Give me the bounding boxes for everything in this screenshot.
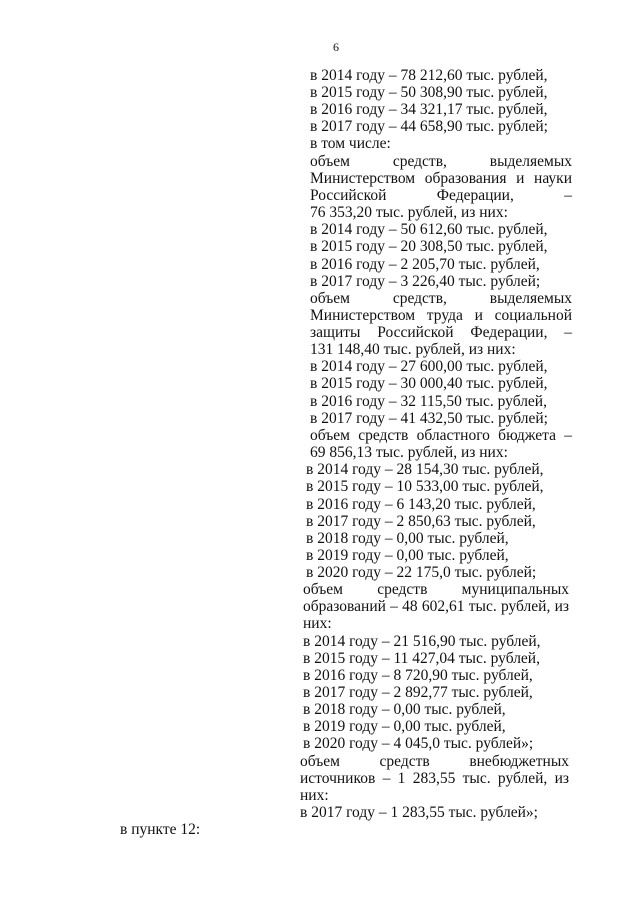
text-line: в 2014 году – 21 516,90 тыс. рублей, (303, 633, 541, 650)
text-line: 69 856,13 тыс. рублей, из них: (310, 444, 508, 461)
text-line: защиты Российской Федерации, – (310, 324, 572, 341)
text-line: в 2015 году – 30 000,40 тыс. рублей, (310, 375, 548, 392)
text-line: источников – 1 283,55 тыс. рублей, из (300, 770, 569, 787)
text-line: в 2014 году – 50 612,60 тыс. рублей, (310, 221, 548, 238)
text-line: в 2016 году – 6 143,20 тыс. рублей, (306, 496, 536, 513)
text-line: в 2017 году – 2 892,77 тыс. рублей, (303, 684, 533, 701)
text-line: в 2018 году – 0,00 тыс. рублей, (306, 530, 509, 547)
section-intro-line: в пункте 12: (120, 821, 201, 838)
text-line: в 2015 году – 11 427,04 тыс. рублей, (303, 650, 540, 667)
text-line: Российской Федерации, – (310, 187, 572, 204)
text-line: в 2016 году – 32 115,50 тыс. рублей, (310, 393, 547, 410)
text-line: в 2015 году – 10 533,00 тыс. рублей, (306, 478, 544, 495)
text-line: в 2017 году – 1 283,55 тыс. рублей»; (300, 804, 538, 821)
text-line: в 2020 году – 22 175,0 тыс. рублей; (306, 564, 537, 581)
text-line: Министерством образования и науки (310, 170, 572, 187)
text-line: в 2019 году – 0,00 тыс. рублей, (306, 547, 509, 564)
text-line: объем средств муниципальных (303, 581, 569, 598)
text-line: них: (303, 615, 332, 632)
text-line: в 2016 году – 8 720,90 тыс. рублей, (303, 667, 533, 684)
text-line: Министерством труда и социальной (310, 307, 572, 324)
text-line: в 2017 году – 3 226,40 тыс. рублей; (310, 273, 541, 290)
text-line: в 2020 году – 4 045,0 тыс. рублей»; (303, 735, 534, 752)
text-line: 76 353,20 тыс. рублей, из них: (310, 204, 508, 221)
text-line: объем средств внебюджетных (300, 753, 569, 770)
text-line: в 2015 году – 20 308,50 тыс. рублей, (310, 238, 548, 255)
text-line: образований – 48 602,61 тыс. рублей, из (303, 598, 569, 615)
text-line: в том числе: (310, 135, 391, 152)
text-line: в 2016 году – 2 205,70 тыс. рублей, (310, 256, 540, 273)
text-line: в 2017 году – 44 658,90 тыс. рублей; (310, 118, 548, 135)
text-line: в 2014 году – 78 212,60 тыс. рублей, (310, 67, 548, 84)
text-line: в 2017 году – 41 432,50 тыс. рублей; (310, 410, 548, 427)
text-line: в 2016 году – 34 321,17 тыс. рублей, (310, 101, 548, 118)
text-line: в 2014 году – 27 600,00 тыс. рублей, (310, 358, 548, 375)
text-line: в 2014 году – 28 154,30 тыс. рублей, (306, 461, 544, 478)
text-line: них: (300, 787, 329, 804)
text-line: в 2019 году – 0,00 тыс. рублей, (303, 718, 506, 735)
text-line: в 2017 году – 2 850,63 тыс. рублей, (306, 513, 536, 530)
page-number: 6 (333, 40, 339, 54)
text-line: объем средств, выделяемых (310, 153, 572, 170)
text-line: в 2015 году – 50 308,90 тыс. рублей, (310, 84, 548, 101)
text-line: 131 148,40 тыс. рублей, из них: (310, 341, 516, 358)
text-line: объем средств областного бюджета – (310, 427, 572, 444)
text-line: объем средств, выделяемых (310, 290, 572, 307)
text-line: в 2018 году – 0,00 тыс. рублей, (303, 701, 506, 718)
